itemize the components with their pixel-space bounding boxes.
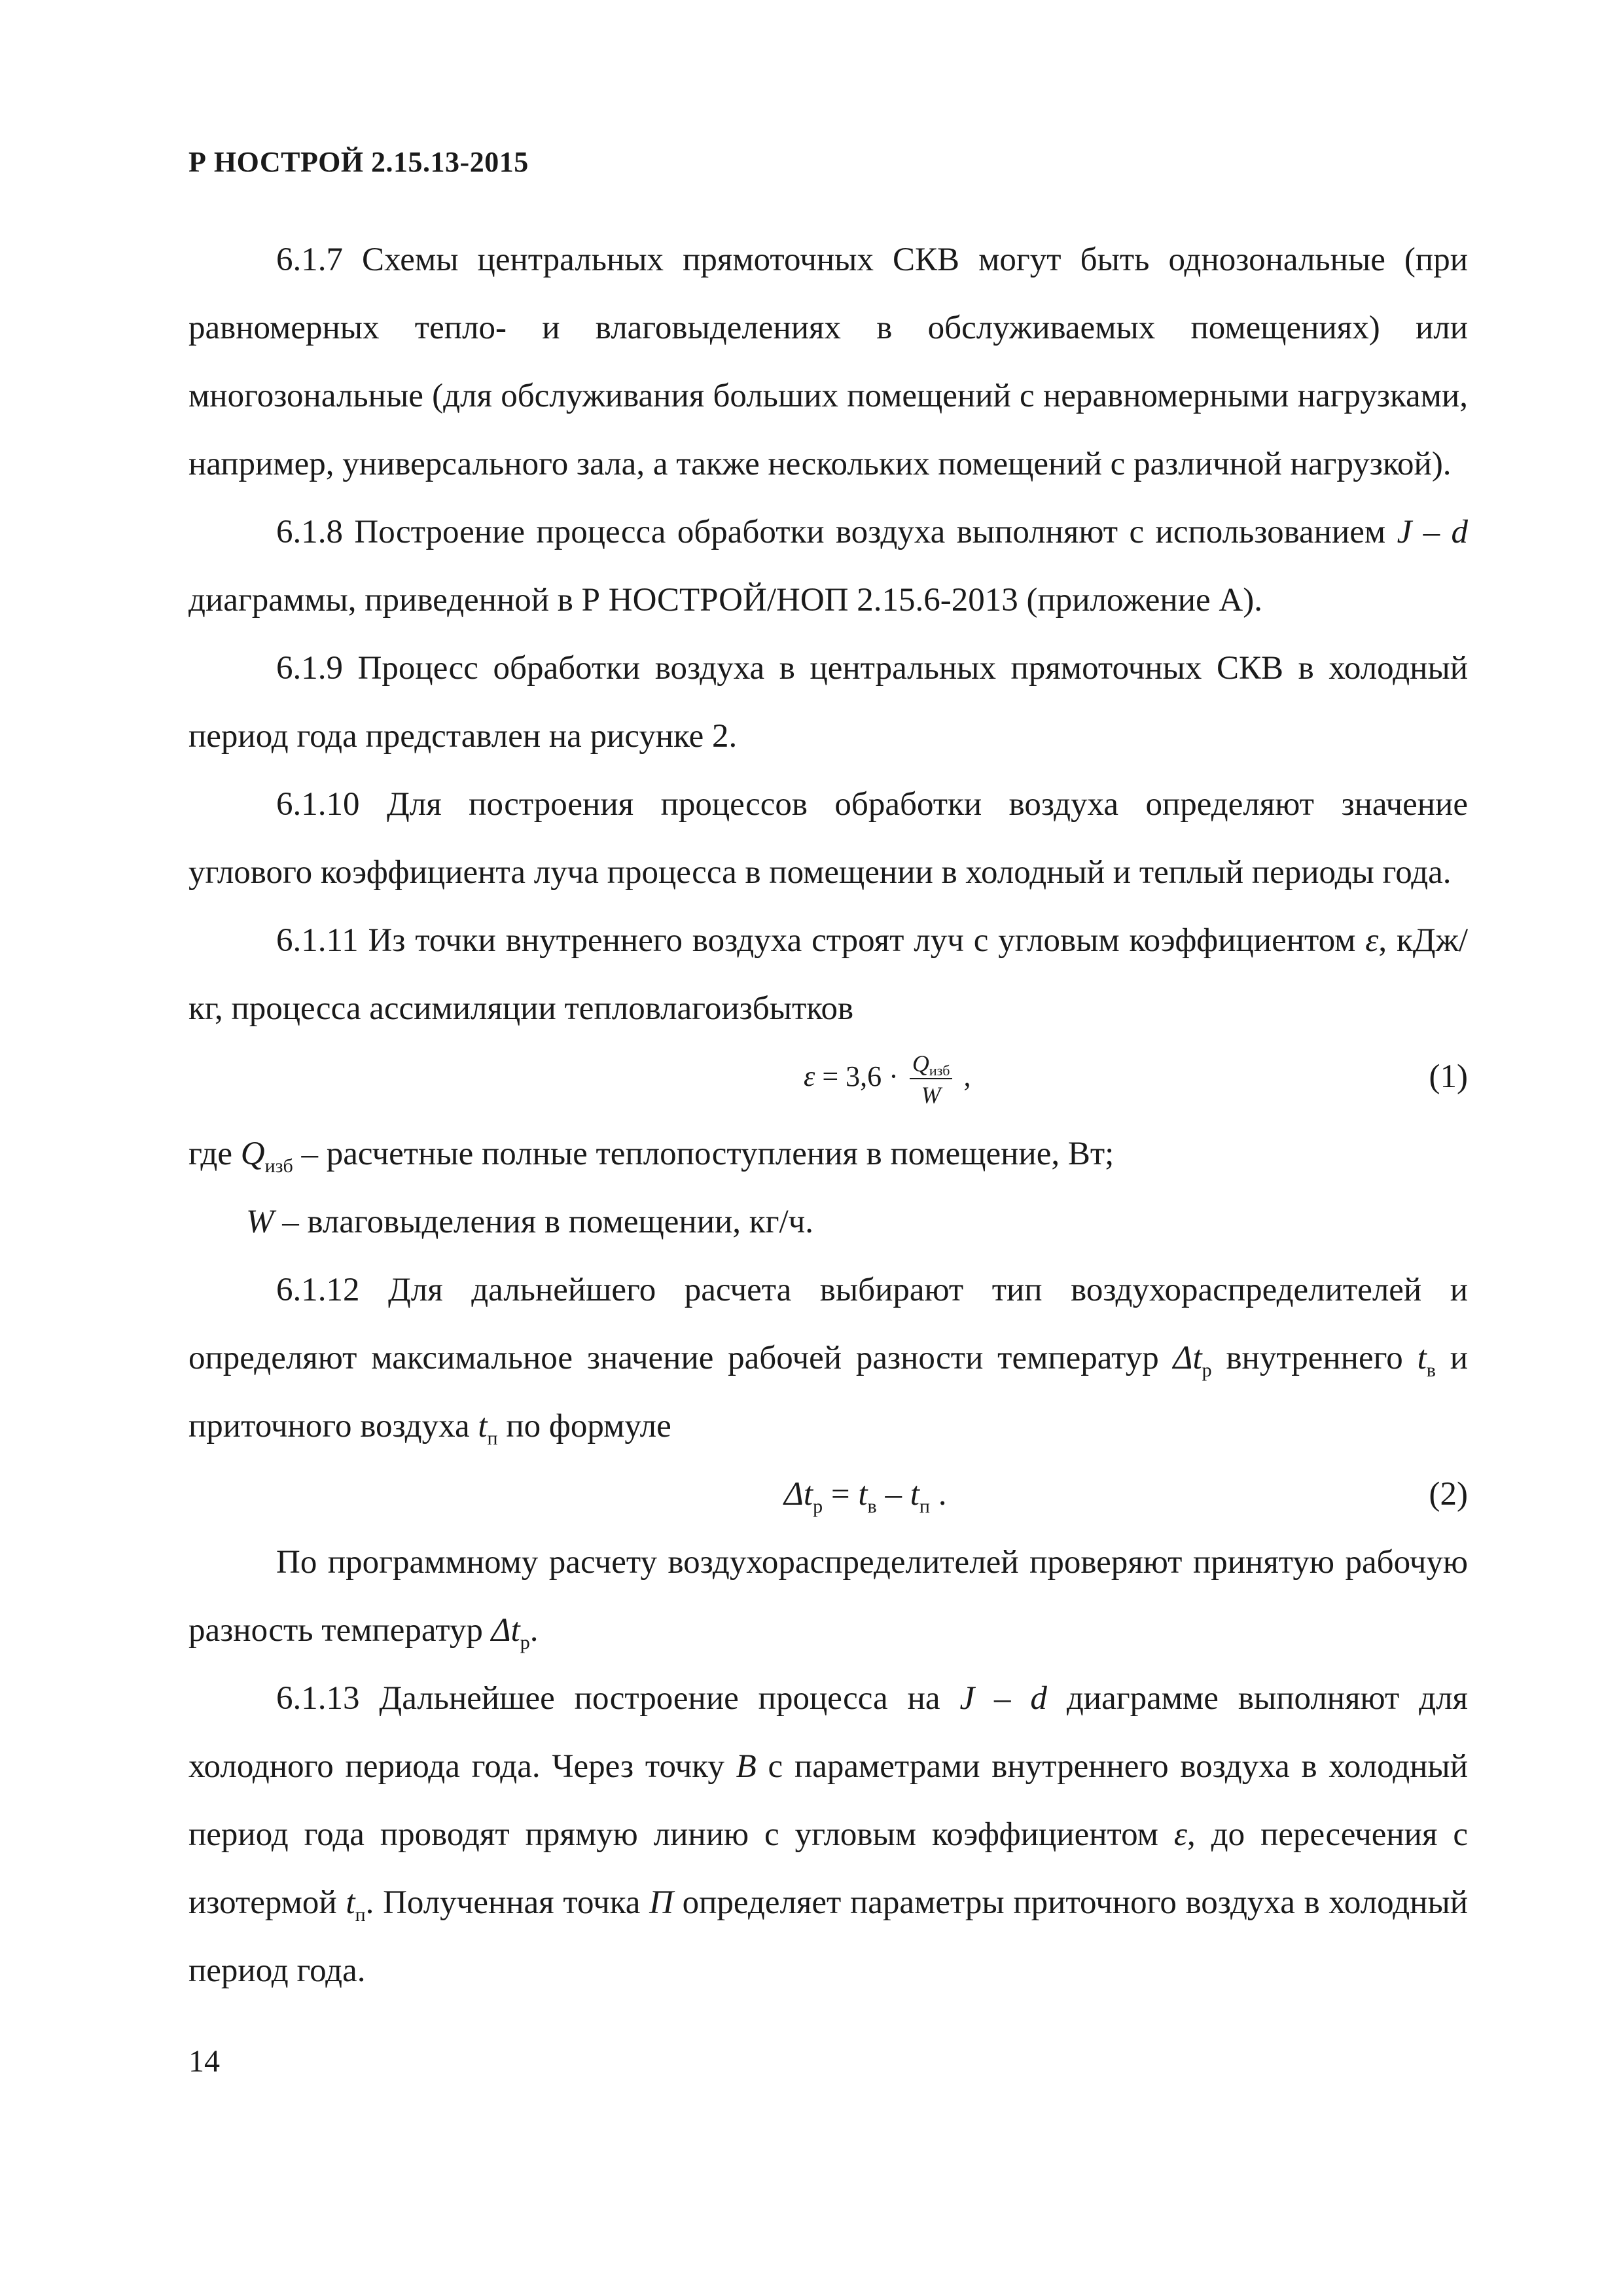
document-header: Р НОСТРОЙ 2.15.13-2015	[188, 146, 529, 178]
text-segment: диаграммы, приведенной в Р НОСТРОЙ/НОП 2.15.6-2013 (приложение А).	[188, 582, 1262, 619]
text-segment: По программному расчету воздухораспределителей проверяют принятую рабочую разность температур	[188, 1544, 1468, 1649]
t-symbol: t	[478, 1408, 488, 1444]
text-segment: – расчетные полные теплопоступления в помещение, Вт;	[293, 1136, 1115, 1172]
equation-text: = 3,6 ·	[815, 1060, 906, 1092]
equation-number: (2)	[1429, 1476, 1468, 1513]
where-w-definition	[188, 1188, 1468, 1256]
epsilon-symbol: ε	[804, 1060, 815, 1092]
equation-1-expression	[804, 1043, 971, 1111]
paragraph-6-1-9: 6.1.9 Процесс обработки воздуха в центральных прямоточных СКВ в холодный период года представлен на рисунке 2.	[188, 650, 1468, 755]
equation-text: –	[876, 1476, 910, 1513]
point-p-symbol: П	[649, 1884, 673, 1921]
epsilon-symbol: ε	[1365, 922, 1379, 959]
point-b-symbol: В	[736, 1748, 757, 1785]
text-segment: внутреннего	[1211, 1340, 1418, 1376]
subscript: изб	[264, 1155, 293, 1177]
subscript: р	[1202, 1359, 1212, 1381]
equation-text: .	[929, 1476, 947, 1513]
equation-number: (1)	[1429, 1058, 1468, 1095]
q-symbol: Q	[240, 1136, 265, 1172]
jd-symbol: J – d	[959, 1680, 1047, 1717]
page-number: 14	[188, 2044, 220, 2079]
w-symbol: W	[246, 1204, 274, 1240]
text-segment: с параметрами внутреннего воздуха в холодный период года проводят прямую линию с угловым коэффициентом	[188, 1748, 1468, 1853]
text-segment: по формуле	[497, 1408, 671, 1444]
subscript: п	[919, 1496, 930, 1517]
paragraph-6-1-10: 6.1.10 Для построения процессов обработки воздуха определяют значение углового коэффициента луча процесса в помещении в холодный и теплый периоды года.	[188, 786, 1468, 891]
text-segment: . Полученная точка	[365, 1884, 650, 1921]
epsilon-symbol: ε	[1173, 1816, 1187, 1853]
delta-t-symbol: Δt	[784, 1476, 813, 1513]
text-segment: 6.1.13 Дальнейшее построение процесса на	[276, 1680, 960, 1717]
text-segment: где	[188, 1136, 241, 1172]
paragraph-6-1-7: 6.1.7 Схемы центральных прямоточных СКВ могут быть однозональные (при равномерных тепло- и влаговыделениях в обслуживаемых помещениях) или многозональные (для обслуживания больших помещений с неравномерными нагрузками, например, универсального зала, а также нескольких помещений с различной нагрузкой).	[188, 242, 1468, 482]
fraction-numerator	[910, 1052, 953, 1079]
fraction-denominator: W	[921, 1081, 941, 1108]
subscript: изб	[929, 1062, 950, 1079]
paragraph-6-1-13	[188, 1664, 1468, 2005]
equation-2	[188, 1460, 1468, 1528]
text-segment: определяет параметры приточного воздуха в холодный период года.	[188, 1884, 1468, 1989]
delta-t-symbol: Δt	[491, 1612, 520, 1649]
equation-2-expression	[784, 1460, 946, 1528]
page-body	[188, 226, 1468, 2005]
text-segment: .	[529, 1612, 539, 1649]
subscript: р	[520, 1632, 530, 1653]
subscript: р	[813, 1496, 823, 1517]
subscript: п	[355, 1904, 366, 1926]
text-segment: , до пересечения с изотермой	[188, 1816, 1468, 1921]
subscript: в	[1426, 1359, 1436, 1381]
text-segment: 6.1.11 Из точки внутреннего воздуха строят луч с угловым коэффициентом	[276, 922, 1366, 959]
text-segment: , кДж/кг, процесса ассимиляции тепловлагоизбытков	[188, 922, 1468, 1027]
subscript: п	[487, 1427, 498, 1449]
subscript: в	[867, 1496, 877, 1517]
delta-t-symbol: Δt	[1173, 1340, 1202, 1376]
paragraph-program-check	[188, 1528, 1468, 1664]
where-q-definition	[188, 1120, 1468, 1188]
jd-symbol: J – d	[1397, 514, 1469, 550]
paragraph-6-1-12	[188, 1256, 1468, 1460]
t-symbol: t	[346, 1884, 355, 1921]
text-segment: 6.1.12 Для дальнейшего расчета выбирают тип воздухораспределителей и определяют максимальное значение рабочей разности температур	[188, 1272, 1468, 1376]
text-segment: диаграмме выполняют для холодного периода года. Через точку	[188, 1680, 1469, 1785]
paragraph-6-1-11	[188, 906, 1468, 1043]
text-segment: – влаговыделения в помещении, кг/ч.	[274, 1204, 814, 1240]
t-symbol: t	[858, 1476, 868, 1513]
text-segment: 6.1.8 Построение процесса обработки воздуха выполняют с использованием	[276, 514, 1386, 550]
text-segment: и приточного воздуха	[188, 1340, 1468, 1444]
paragraph-6-1-8	[188, 498, 1468, 634]
equation-text: ,	[956, 1060, 971, 1092]
t-symbol: t	[1417, 1340, 1427, 1376]
q-symbol: Q	[912, 1050, 929, 1077]
t-symbol: t	[910, 1476, 919, 1513]
fraction	[910, 1052, 953, 1107]
equation-1	[188, 1043, 1468, 1120]
equation-text: =	[823, 1476, 859, 1513]
